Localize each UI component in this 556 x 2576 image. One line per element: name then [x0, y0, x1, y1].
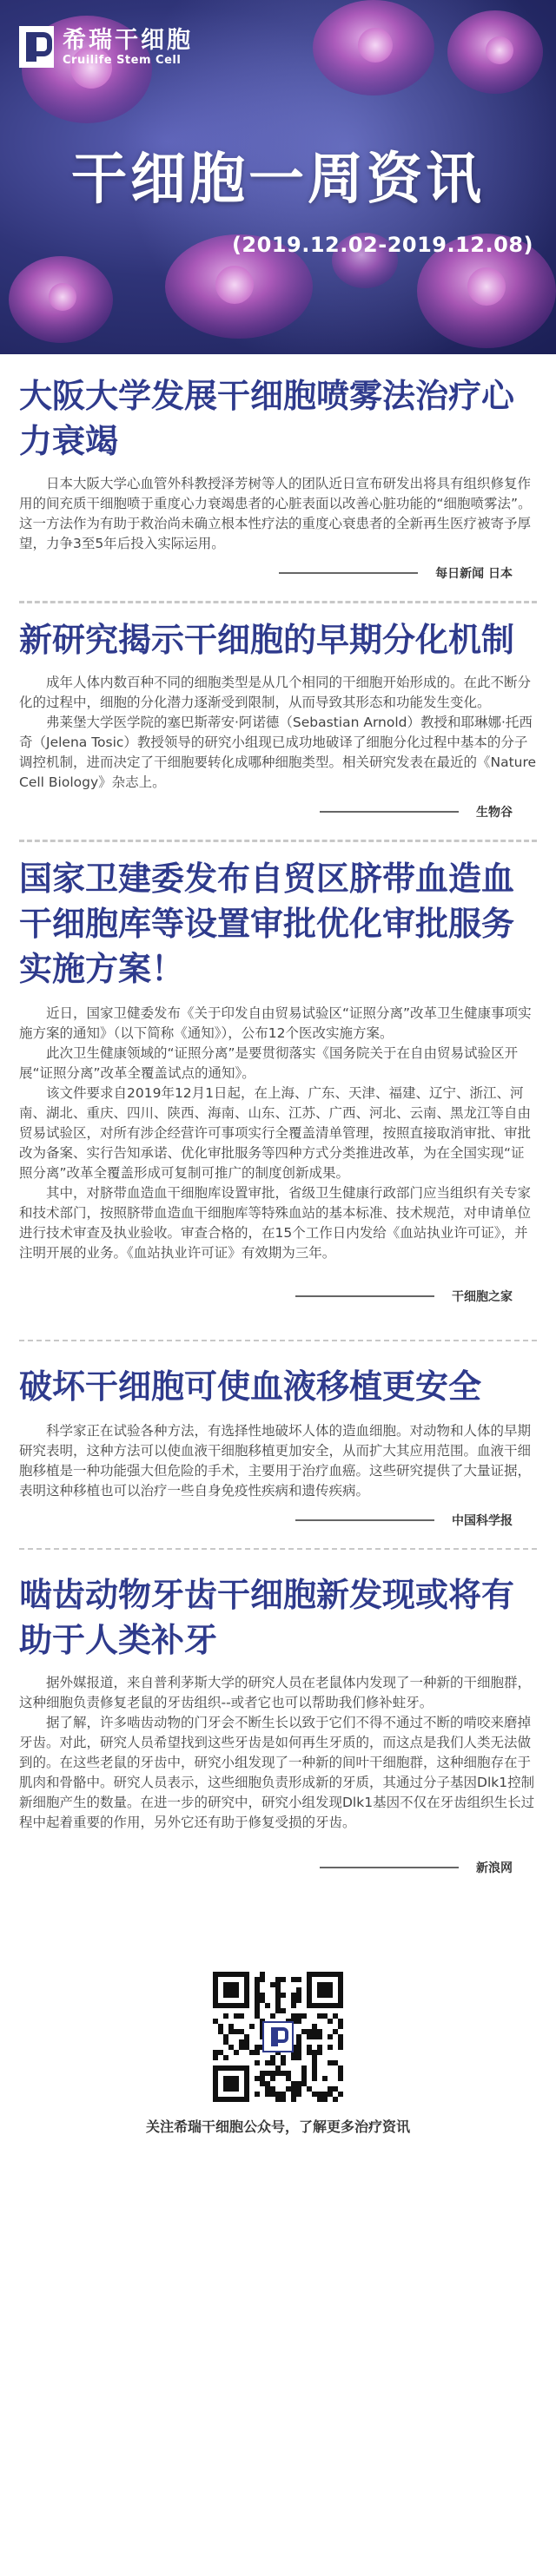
- article-paragraph: 据了解，许多啮齿动物的门牙会不断生长以致于它们不得不通过不断的啃咬来磨掉牙齿。对此，研究人员希望找到这些牙齿是如何再生牙质的，而这点是我们人类无法做到的。在这些老鼠的牙齿中，研究小组发现了一种新的间叶干细胞群，这种细胞存在于肌肉和骨骼中。研究人员表示，这些细胞负责形成新的牙质，其通过分子基因Dlk1控制新细胞产生的数量。在进一步的研究中，研究小组发现Dlk1基因不仅在牙齿组织生长过程中起着重要的作用，另外它还有助于修复受损的牙齿。: [19, 1715, 535, 1830]
- brand-name-en: Cruilife Stem Cell: [63, 53, 182, 67]
- section-divider: [19, 840, 537, 842]
- article-paragraph: 其中，对脐带血造血干细胞库设置审批，省级卫生健康行政部门应当组织有关专家和技术部门，按照脐带血造血干细胞库等特殊血站的基本标准、技术规范，对申请单位进行技术审查及执业验收。审查合格的，在15个工作日内发给《血站执业许可证》，并注明开展的业务。《血站执业许可证》有效期为三年。: [19, 1185, 532, 1261]
- article-5: [0, 1572, 556, 1876]
- article-paragraph: 日本大阪大学心血管外科教授泽芳树等人的团队近日宣布研发出将具有组织修复作用的间充质干细胞喷于重度心力衰竭患者的心脏表面以改善心脏功能的“细胞喷雾法”。这一方法作为有助于救治尚未确立根本性疗法的重度心衰患者的全新再生医疗被寄予厚望，力争3至5年后投入实际运用。: [19, 476, 532, 551]
- article-2: [0, 617, 556, 820]
- source-name: 干细胞之家: [452, 1290, 513, 1304]
- article-source: [19, 564, 537, 582]
- follow-caption: 关注希瑞干细胞公众号，了解更多治疗资讯: [145, 2118, 410, 2135]
- article-paragraph: 弗莱堡大学医学院的塞巴斯蒂安·阿诺德（Sebastian Arnold）教授和耶琳娜·托西奇（Jelena Tosic）教授领导的研究小组现已成功地破译了细胞分化过程中基本的分子调控机制，进而决定了干细胞要转化成哪种细胞类型。相关研究发表在最近的《Nature Cell Biology》杂志上。: [19, 715, 537, 790]
- article-body: [19, 673, 537, 793]
- source-name: 中国科学报: [452, 1514, 513, 1528]
- article-1: [0, 373, 556, 582]
- section-divider: [19, 1340, 537, 1341]
- source-name: 生物谷: [476, 806, 513, 820]
- article-source: [19, 803, 537, 820]
- brand-name-cn: 希瑞干细胞: [63, 26, 193, 54]
- page-footer: [0, 1972, 556, 2171]
- article-paragraph: 据外媒报道，来自普利茅斯大学的研究人员在老鼠体内发现了一种新的干细胞群，这种细胞负责修复老鼠的牙齿组织--或者它也可以帮助我们修补蛀牙。: [19, 1675, 532, 1710]
- article-paragraph: 成年人体内数百种不同的细胞类型是从几个相同的干细胞开始形成的。在此不断分化的过程中，细胞的分化潜力逐渐受到限制，从而导致其形态和功能发生变化。: [19, 675, 532, 710]
- article-3: [0, 856, 556, 1305]
- article-source: [19, 1512, 537, 1529]
- article-4: [0, 1364, 556, 1529]
- source-name: 每日新闻 日本: [435, 567, 513, 581]
- source-rule: [295, 1519, 434, 1521]
- qr-logo-icon: [262, 2021, 294, 2052]
- article-body: [19, 1004, 537, 1263]
- date-range: (2019.12.02-2019.12.08): [231, 233, 533, 257]
- article-body: [19, 474, 537, 554]
- article-body: [19, 1421, 537, 1501]
- article-title: 大阪大学发展干细胞喷雾法治疗心力衰竭: [19, 377, 515, 460]
- article-paragraph: 近日，国家卫健委发布《关于印发自由贸易试验区“证照分离”改革卫生健康事项实施方案的通知》（以下简称《通知》），公布12个医改实施方案。: [19, 1005, 532, 1041]
- article-title: 新研究揭示干细胞的早期分化机制: [19, 621, 515, 659]
- qr-code-icon[interactable]: [213, 1972, 343, 2102]
- brand-logo: [19, 26, 193, 68]
- article-source: [19, 1859, 537, 1876]
- source-rule: [295, 1295, 434, 1297]
- source-name: 新浪网: [476, 1861, 513, 1875]
- hero-banner: [0, 0, 556, 354]
- article-source: [19, 1288, 537, 1305]
- article-paragraph: 该文件要求自2019年12月1日起，在上海、广东、天津、福建、辽宁、浙江、河南、湖北、重庆、四川、陕西、海南、山东、江苏、广西、河北、云南、黑龙江等自由贸易试验区，对所有涉企经营许可事项实行全覆盖清单管理，按照直接取消审批、审批改为备案、实行告知承诺、优化审批服务等四种方式分类推进改革，为在全国实现“证照分离”改革全覆盖形成可复制可推广的制度创新成果。: [19, 1085, 532, 1181]
- page-title: 干细胞一周资讯: [71, 148, 485, 212]
- article-title: 啮齿动物牙齿干细胞新发现或将有助于人类补牙: [19, 1576, 515, 1659]
- section-divider: [19, 1548, 537, 1550]
- article-paragraph: 此次卫生健康领域的“证照分离”是要贯彻落实《国务院关于在自由贸易试验区开展“证照分离”改革全覆盖试点的通知》。: [19, 1045, 519, 1081]
- source-rule: [320, 811, 459, 813]
- article-title: 国家卫建委发布自贸区脐带血造血干细胞库等设置审批优化审批服务实施方案！: [19, 860, 515, 988]
- source-rule: [320, 1867, 459, 1868]
- article-paragraph: 科学家正在试验各种方法，有选择性地破坏人体的造血细胞。对动物和人体的早期研究表明，这种方法可以使血液干细胞移植更加安全，从而扩大其应用范围。血液干细胞移植是一种功能强大但危险的手术，主要用于治疗血癌。这些研究提供了大量证据，表明这种移植也可以治疗一些自身免疫性疾病和遗传疾病。: [19, 1423, 532, 1499]
- source-rule: [279, 572, 418, 574]
- section-divider: [19, 601, 537, 603]
- article-body: [19, 1673, 537, 1833]
- article-title: 破坏干细胞可使血液移植更安全: [19, 1367, 482, 1406]
- cruilife-logo-icon: [19, 26, 54, 68]
